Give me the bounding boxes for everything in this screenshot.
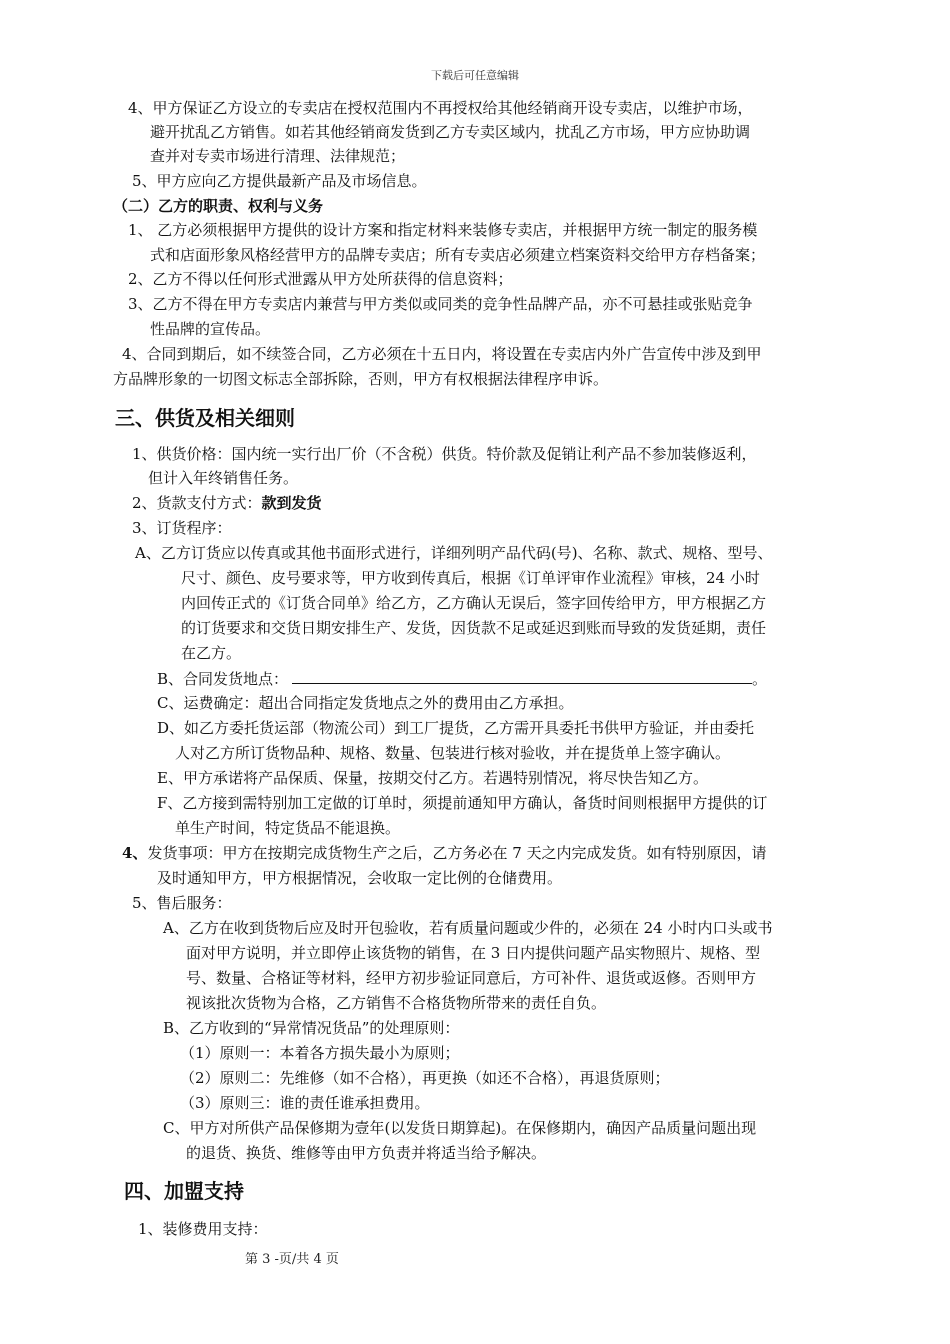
address-blank — [292, 667, 752, 684]
text-fragment: B、合同发货地点： — [157, 670, 289, 688]
text-line: 式和店面形象风格经营甲方的品牌专卖店；所有专卖店必须建立档案资料交给甲方存档备案； — [150, 246, 766, 264]
text-line: 5、甲方应向乙方提供最新产品及市场信息。 — [132, 172, 427, 190]
text-fragment: 2、货款支付方式： — [132, 494, 262, 512]
text-line: 3、乙方不得在甲方专卖店内兼营与甲方类似或同类的竞争性品牌产品，亦不可悬挂或张贴竞争 — [128, 295, 753, 313]
text-line — [157, 667, 767, 690]
text-line: 3、订货程序： — [132, 519, 232, 537]
section-heading: 四、加盟支持 — [124, 1179, 244, 1203]
text-line: 性品牌的宣传品。 — [150, 320, 271, 338]
text-line: 单生产时间，特定货品不能退换。 — [175, 819, 401, 837]
text-fragment: 发货事项：甲方在按期完成货物生产之后，乙方务必在 7 天之内完成发货。如有特别原因，请 — [147, 844, 767, 862]
text-line: C、运费确定：超出合同指定发货地点之外的费用由乙方承担。 — [157, 694, 574, 712]
text-line: 4、甲方保证乙方设立的专卖店在授权范围内不再授权给其他经销商开设专卖店，以维护市场， — [128, 99, 753, 117]
text-line: 在乙方。 — [181, 644, 242, 662]
text-line: E、甲方承诺将产品保质、保量，按期交付乙方。若遇特别情况，将尽快告知乙方。 — [157, 769, 708, 787]
text-line: （2）原则二：先维修（如不合格），再更换（如还不合格），再退货原则； — [180, 1069, 670, 1087]
text-line: 5、售后服务： — [132, 894, 232, 912]
text-line: 1、装修费用支持： — [138, 1220, 268, 1238]
text-line: A、乙方订货应以传真或其他书面形式进行，详细列明产品代码(号)、名称、款式、规格、型号、 — [135, 544, 773, 562]
text-line: C、甲方对所供产品保修期为壹年(以发货日期算起)。在保修期内，确因产品质量问题出现 — [163, 1119, 757, 1137]
text-line: F、乙方接到需特别加工定做的订单时，须提前通知甲方确认，备货时间则根据甲方提供的订 — [157, 794, 768, 812]
text-line — [132, 492, 322, 514]
text-line: B、乙方收到的“异常情况货品”的处理原则： — [163, 1019, 460, 1037]
text-line: 避开扰乱乙方销售。如若其他经销商发货到乙方专卖区域内，扰乱乙方市场，甲方应协助调 — [150, 123, 751, 141]
page-header: 下载后可任意编辑 — [431, 69, 519, 82]
text-line: A、乙方在收到货物后应及时开包验收，若有质量问题或少件的，必须在 24 小时内口头或书 — [163, 919, 773, 937]
section-subheading: （二）乙方的职责、权利与义务 — [113, 197, 324, 215]
text-line: 内回传正式的《订货合同单》给乙方，乙方确认无误后，签字回传给甲方，甲方根据乙方 — [181, 594, 767, 612]
text-line: 及时通知甲方，甲方根据情况，会收取一定比例的仓储费用。 — [157, 869, 563, 887]
text-line: （3）原则三：谁的责任谁承担费用。 — [180, 1094, 430, 1112]
text-line: 方品牌形象的一切图文标志全部拆除，否则，甲方有权根据法律程序申诉。 — [113, 370, 609, 388]
text-line: （1）原则一：本着各方损失最小为原则； — [180, 1044, 460, 1062]
text-line: 1、 乙方必须根据甲方提供的设计方案和指定材料来装修专卖店，并根据甲方统一制定的服务模 — [128, 221, 758, 239]
payment-method: 款到发货 — [261, 494, 322, 512]
text-line — [122, 842, 767, 864]
text-fragment: 4、 — [122, 844, 148, 862]
text-line: 的退货、换货、维修等由甲方负责并将适当给予解决。 — [186, 1144, 547, 1162]
text-line: 面对甲方说明，并立即停止该货物的销售，在 3 日内提供问题产品实物照片、规格、型 — [186, 944, 761, 962]
text-fragment: 。 — [752, 670, 768, 688]
text-line: 2、乙方不得以任何形式泄露从甲方处所获得的信息资料； — [128, 270, 513, 288]
section-heading: 三、供货及相关细则 — [115, 406, 295, 430]
text-line: 人对乙方所订货物品种、规格、数量、包装进行核对验收，并在提货单上签字确认。 — [175, 744, 731, 762]
text-line: 1、供货价格：国内统一实行出厂价（不含税）供货。特价款及促销让利产品不参加装修返利， — [132, 445, 757, 463]
text-line: 查并对专卖市场进行清理、法律规范； — [150, 147, 406, 165]
text-line: 尺寸、颜色、皮号要求等，甲方收到传真后，根据《订单评审作业流程》审核，24 小时 — [181, 569, 760, 587]
page-footer: 第 3 -页/共 4 页 — [245, 1252, 339, 1267]
text-line: 但计入年终销售任务。 — [148, 469, 299, 487]
text-line: D、如乙方委托货运部（物流公司）到工厂提货，乙方需开具委托书供甲方验证，并由委托 — [157, 719, 755, 737]
text-line: 4、合同到期后，如不续签合同，乙方必须在十五日内，将设置在专卖店内外广告宣传中涉及到甲 — [122, 345, 762, 363]
text-line: 的订货要求和交货日期安排生产、发货，因货款不足或延迟到账而导致的发货延期，责任 — [181, 619, 767, 637]
text-line: 视该批次货物为合格，乙方销售不合格货物所带来的责任自负。 — [186, 994, 607, 1012]
text-line: 号、数量、合格证等材料，经甲方初步验证同意后，方可补件、退货或返修。否则甲方 — [186, 969, 757, 987]
